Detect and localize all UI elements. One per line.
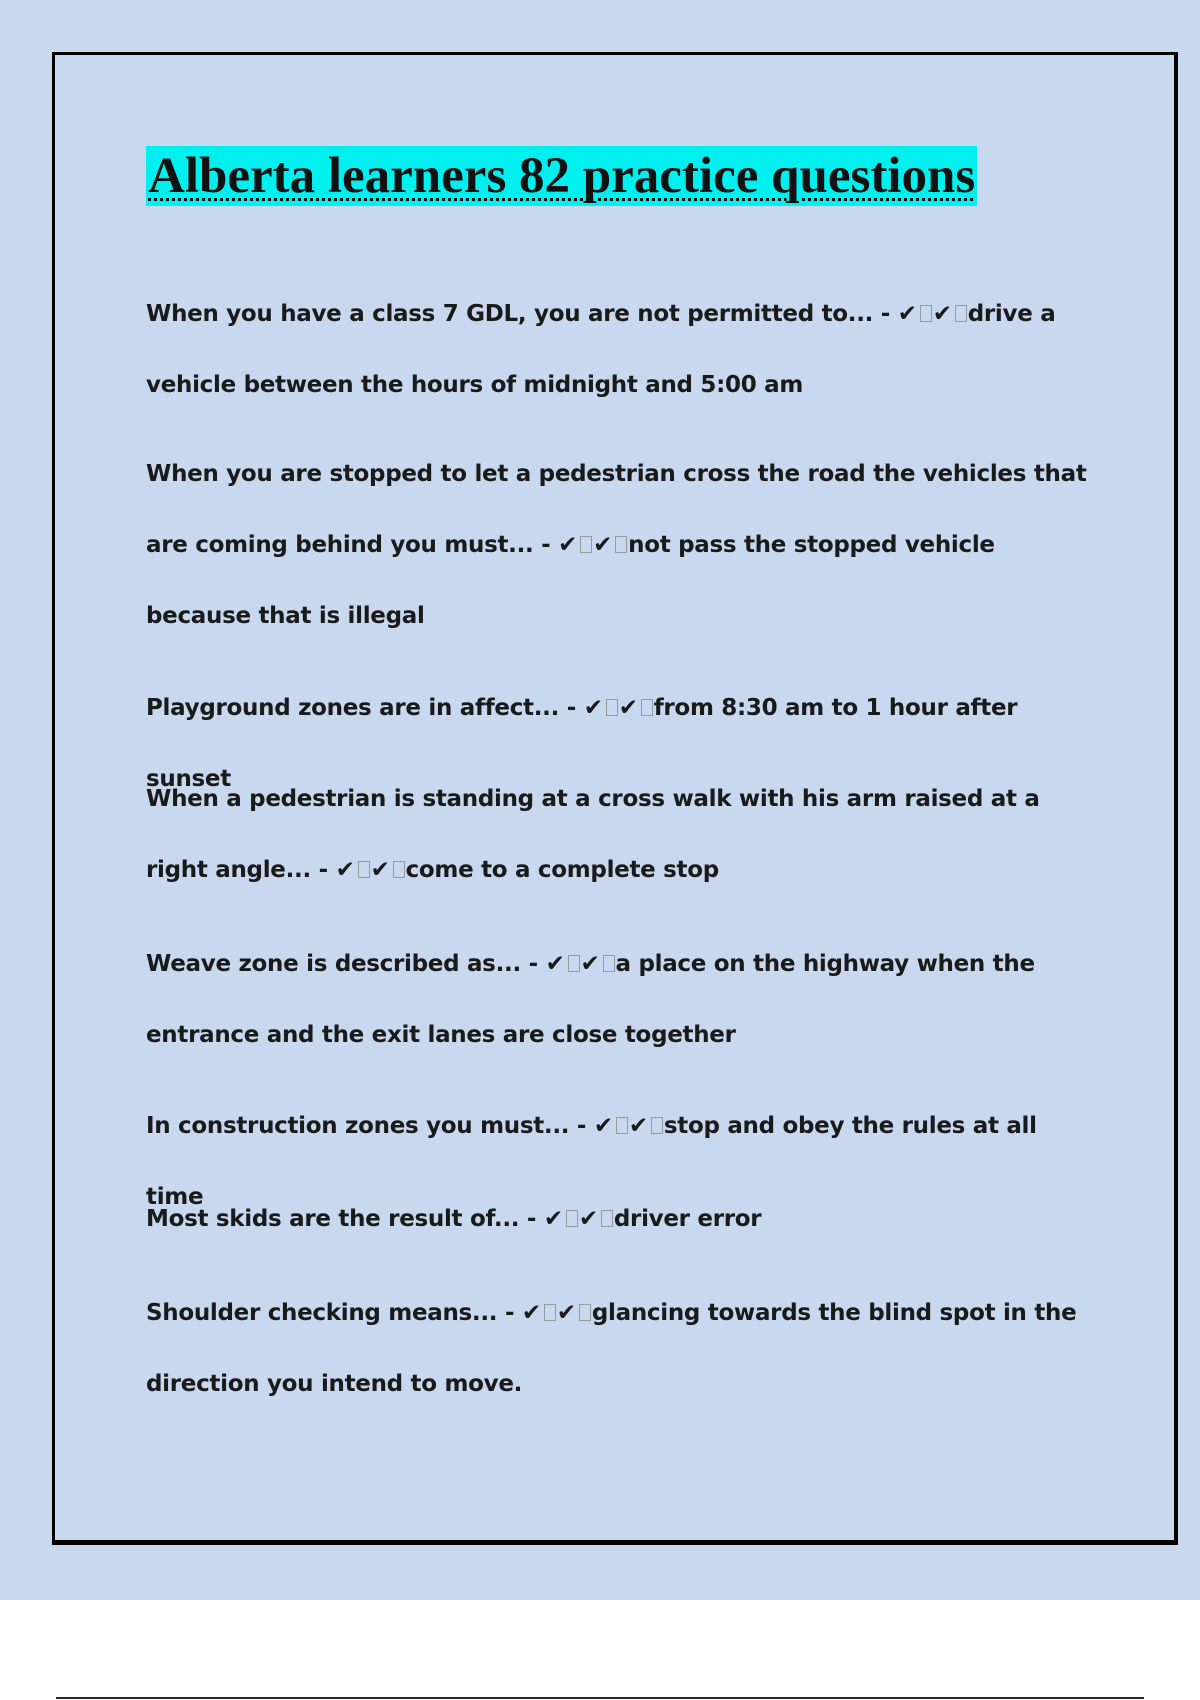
check-icon: ✔: [593, 1113, 613, 1139]
check-icon: ✔: [556, 1300, 576, 1326]
check-icon: ✔: [897, 301, 917, 327]
check-icon: ✔: [593, 532, 613, 558]
missing-glyph-box-icon: [568, 955, 580, 972]
check-icon: ✔: [618, 695, 638, 721]
question-text: Playground zones are in affect... -: [146, 695, 576, 721]
missing-glyph-box-icon: [955, 305, 967, 322]
missing-glyph-box-icon: [544, 1304, 556, 1321]
qa-item: [146, 279, 1096, 421]
missing-glyph-box-icon: [651, 1117, 663, 1134]
missing-glyph-box-icon: [616, 1117, 628, 1134]
check-icon: ✔: [578, 1206, 598, 1232]
qa-item: [146, 439, 1096, 652]
check-icon: ✔: [628, 1113, 648, 1139]
missing-glyph-box-icon: [601, 1210, 613, 1227]
footer-divider: [56, 1697, 1144, 1699]
question-text: When a pedestrian is standing at a cross walk with his arm raised at a right angle... -: [146, 786, 1040, 883]
check-icon: ✔: [543, 1206, 563, 1232]
missing-glyph-box-icon: [358, 861, 370, 878]
missing-glyph-box-icon: [920, 305, 932, 322]
check-icon: ✔: [545, 951, 565, 977]
document-title: Alberta learners 82 practice questions: [148, 148, 976, 204]
answer-text: not pass the stopped vehicle because that is illegal: [146, 532, 995, 629]
qa-item: [146, 1278, 1096, 1420]
answer-text: drive a vehicle between the hours of midnight and 5:00 am: [146, 301, 1056, 398]
missing-glyph-box-icon: [641, 699, 653, 716]
check-icon: ✔: [521, 1300, 541, 1326]
question-text: Shoulder checking means... -: [146, 1300, 515, 1326]
answer-text: a place on the highway when the entrance and the exit lanes are close together: [146, 951, 1035, 1048]
missing-glyph-box-icon: [393, 861, 405, 878]
check-icon: ✔: [370, 857, 390, 883]
missing-glyph-box-icon: [579, 1304, 591, 1321]
qa-item: [146, 929, 1096, 1071]
missing-glyph-box-icon: [603, 955, 615, 972]
question-text: Most skids are the result of... -: [146, 1206, 537, 1232]
check-icon: ✔: [580, 951, 600, 977]
missing-glyph-box-icon: [615, 536, 627, 553]
question-text: When you are stopped to let a pedestrian cross the road the vehicles that are coming behind you must... -: [146, 461, 1087, 558]
missing-glyph-box-icon: [606, 699, 618, 716]
missing-glyph-box-icon: [580, 536, 592, 553]
qa-item: [146, 1184, 1096, 1255]
missing-glyph-box-icon: [566, 1210, 578, 1227]
answer-text: come to a complete stop: [405, 857, 719, 883]
check-icon: ✔: [932, 301, 952, 327]
answer-text: glancing towards the blind spot in the direction you intend to move.: [146, 1300, 1077, 1397]
check-icon: ✔: [335, 857, 355, 883]
question-text: When you have a class 7 GDL, you are not permitted to... -: [146, 301, 891, 327]
answer-text: driver error: [613, 1206, 762, 1232]
question-text: In construction zones you must... -: [146, 1113, 587, 1139]
question-text: Weave zone is described as... -: [146, 951, 538, 977]
answer-text: stop and obey the rules at all time: [146, 1113, 1037, 1210]
check-icon: ✔: [558, 532, 578, 558]
qa-item: [146, 764, 1096, 906]
check-icon: ✔: [583, 695, 603, 721]
answer-text: from 8:30 am to 1 hour after sunset: [146, 695, 1018, 792]
